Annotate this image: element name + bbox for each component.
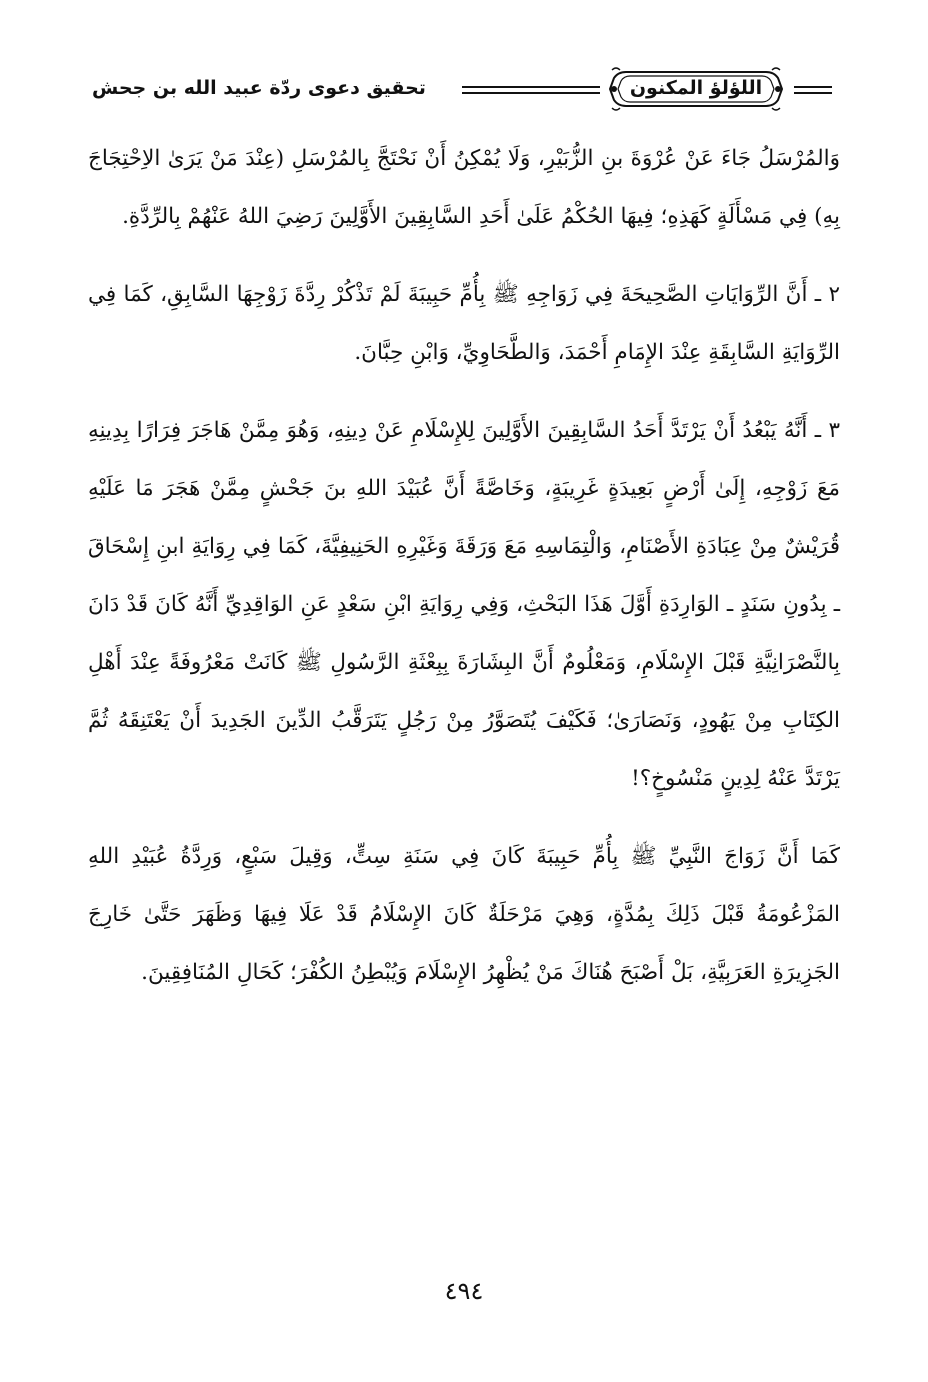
paragraph: كَمَا أَنَّ زَوَاجَ النَّبِيِّ ﷺ بِأُمِّ حَبِيبَةَ كَانَ فِي سَنَةِ سِتٍّ، وَقِيلَ سَبْعٍ، وَرِدَّةُ عُبَيْدِ اللهِ المَزْعُومَةُ قَبْلَ ذَلِكَ بِمُدَّةٍ، وَهِيَ مَرْحَلَةٌ كَانَ الإِسْلَامُ قَدْ عَلَا فِيهَا وَظَهَرَ حَتَّىٰ خَارِجَ الجَزِيرَةِ العَرَبِيَّةِ، بَلْ أَصْبَحَ هُنَاكَ مَنْ يُظْهِرُ الإِسْلَامَ وَيُبْطِنُ الكُفْرَ؛ كَحَالِ المُنَافِقِينَ. (88, 844, 840, 985)
page-header (92, 62, 832, 118)
header-rule (462, 92, 600, 94)
header-rule (794, 86, 832, 88)
book-title-ornament (608, 64, 784, 114)
main-text (88, 130, 840, 1002)
paragraph: ٣ ـ أَنَّهُ يَبْعُدُ أَنْ يَرْتَدَّ أَحَدُ السَّابِقِينَ الأَوَّلِينَ لِلإِسْلَامِ عَنْ دِينِهِ، وَهُوَ مِمَّنْ هَاجَرَ فِرَارًا بِدِينِهِ مَعَ زَوْجِهِ، إِلَىٰ أَرْضٍ بَعِيدَةٍ غَرِيبَةٍ، وَخَاصَّةً أَنَّ عُبَيْدَ اللهِ بنَ جَحْشٍ مِمَّنْ هَجَرَ مَا عَلَيْهِ قُرَيْشٌ مِنْ عِبَادَةِ الأَصْنَامِ، وَالْتِمَاسِهِ مَعَ وَرَقَةَ وَغَيْرِهِ الحَنِيفِيَّةَ، كَمَا فِي رِوَايَةِ ابنِ إِسْحَاقَ ـ بِدُونِ سَنَدٍ ـ الوَارِدَةِ أَوَّلَ هَذَا البَحْثِ، وَفِي رِوَايَةِ ابْنِ سَعْدٍ عَنِ الوَاقِدِيِّ أَنَّهُ كَانَ قَدْ دَانَ بِالنَّصْرَانِيَّةِ قَبْلَ الإِسْلَامِ، وَمَعْلُومٌ أَنَّ البِشَارَةَ بِبِعْثَةِ الرَّسُولِ ﷺ كَانَتْ مَعْرُوفَةً عِنْدَ أَهْلِ الكِتَابِ مِنْ يَهُودٍ، وَنَصَارَىٰ؛ فَكَيْفَ يُتَصَوَّرُ مِنْ رَجُلٍ يَتَرَقَّبُ الدِّينَ الجَدِيدَ أَنْ يَعْتَنِقَهُ ثُمَّ يَرْتَدَّ عَنْهُ لِدِينٍ مَنْسُوخٍ؟! (88, 418, 840, 791)
header-rule (794, 92, 832, 94)
chapter-title: تحقيق دعوى ردّة عبيد الله بن جحش (92, 77, 426, 99)
paragraph: وَالمُرْسَلُ جَاءَ عَنْ عُرْوَةَ بنِ الزُّبَيْرِ، وَلَا يُمْكِنُ أَنْ نَحْتَجَّ بِالمُرْسَلِ (عِنْدَ مَنْ يَرَىٰ الاِحْتِجَاجَ بِهِ) فِي مَسْأَلَةٍ كَهَذِهِ؛ فِيهَا الحُكْمُ عَلَىٰ أَحَدِ السَّابِقِينَ الأَوَّلِينَ رَضِيَ اللهُ عَنْهُمْ بِالرِّدَّةِ. (88, 146, 840, 229)
page-number: ٤٩٤ (444, 1277, 484, 1305)
book-title: اللؤلؤ المكنون (629, 77, 763, 99)
paragraph: ٢ ـ أَنَّ الرِّوَايَاتِ الصَّحِيحَةَ فِي زَوَاجِهِ ﷺ بِأُمِّ حَبِيبَةَ لَمْ تَذْكُرْ رِدَّةَ زَوْجِهَا السَّابِقِ، كَمَا فِي الرِّوَايَةِ السَّابِقَةِ عِنْدَ الإِمَامِ أَحْمَدَ، وَالطَّحَاوِيِّ، وَابْنِ حِبَّانَ. (88, 282, 840, 365)
header-rule (462, 86, 600, 88)
